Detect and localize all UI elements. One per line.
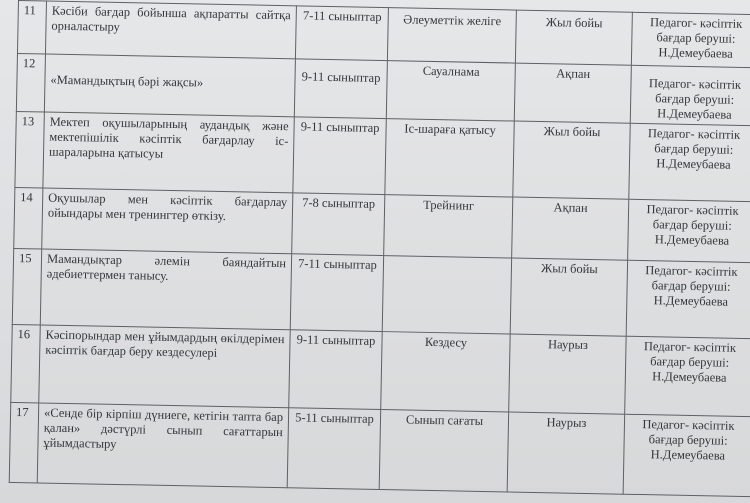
activity-name: Кәсіпорындар мен ұйымдардың өкілдерімен кәсіптік бағдар беру кездесулері (39, 325, 290, 408)
activity-time: Ақпан (514, 63, 631, 123)
activity-form: Сауалнама (386, 61, 515, 121)
row-number: 16 (11, 324, 40, 403)
table-row (15, 111, 750, 201)
activity-time: Жыл бойы (515, 10, 632, 65)
activity-time: Наурыз (509, 334, 626, 414)
activity-form (382, 256, 511, 334)
responsible-person: Педагог- кәсіптік бағдар беруші: Н.Демеубаева (623, 414, 750, 496)
responsible-person: Педагог- кәсіптік бағдар беруші: Н.Демеубаева (630, 65, 750, 125)
grade-range: 9-11 сыныптар (294, 59, 387, 119)
activity-time: Жыл бойы (513, 121, 630, 199)
activity-form: Әлеуметтік желіге (387, 8, 516, 63)
responsible-person: Педагог- кәсіптік бағдар беруші: Н.Демеубаева (625, 336, 750, 416)
responsible-person: Педагог- кәсіптік бағдар беруші: Н.Демеубаева (626, 260, 750, 338)
grade-range: 9-11 сыныптар (289, 330, 382, 410)
row-number: 15 (12, 248, 41, 325)
row-number: 11 (17, 1, 46, 55)
table-row (12, 248, 750, 338)
career-guidance-plan-table (9, 0, 750, 497)
activity-name: Оқушылар мен кәсіптік бағдарлау ойындары мен тренингтер өткізу. (42, 188, 293, 254)
activity-form: Сынып сағаты (379, 410, 509, 492)
row-number: 13 (15, 111, 44, 188)
responsible-person: Педагог- кәсіптік бағдар беруші: Н.Демеубаева (631, 12, 750, 67)
grade-range: 5-11 сыныптар (287, 408, 381, 490)
grade-range: 7-11 сыныптар (290, 254, 383, 332)
activity-form: Трейнинг (384, 195, 513, 258)
row-number: 12 (16, 53, 45, 112)
table-row (11, 324, 750, 416)
activity-time: Жыл бойы (510, 258, 627, 336)
activity-form: Іс-шараға қатысу (385, 119, 514, 197)
activity-time: Наурыз (507, 412, 625, 494)
responsible-person: Педагог- кәсіптік бағдар беруші: Н.Демеубаева (628, 199, 750, 262)
grade-range: 7-11 сыныптар (295, 6, 388, 61)
activity-name: «Мамандықтың бәрі жақсы» (44, 54, 295, 117)
activity-name: «Сенде бір кірпіш дүниеге, кетігін тапта бар қалан» дәстүрлі сынып сағаттарын ұйымдастыру (37, 403, 288, 488)
grade-range: 9-11 сыныптар (293, 117, 386, 195)
activity-time: Ақпан (512, 197, 629, 260)
activity-name: Кәсіби бағдар бойынша ақпаратты сайтқа орналастыру (45, 1, 296, 59)
activity-name: Мектеп оқушыларының аудандық және мектепішілік кәсіптік бағдарлау іс-шараларына қатысуы (43, 112, 294, 193)
row-number: 14 (14, 187, 43, 249)
activity-name: Мамандықтар әлемін баяндайтын әдебиеттермен танысу. (40, 249, 291, 330)
table-row (9, 402, 750, 496)
row-number: 17 (9, 402, 39, 483)
activity-form: Кездесу (381, 332, 510, 412)
responsible-person: Педагог- кәсіптік бағдар беруші: Н.Демеубаева (629, 123, 750, 201)
grade-range: 7-8 сыныптар (292, 193, 385, 256)
